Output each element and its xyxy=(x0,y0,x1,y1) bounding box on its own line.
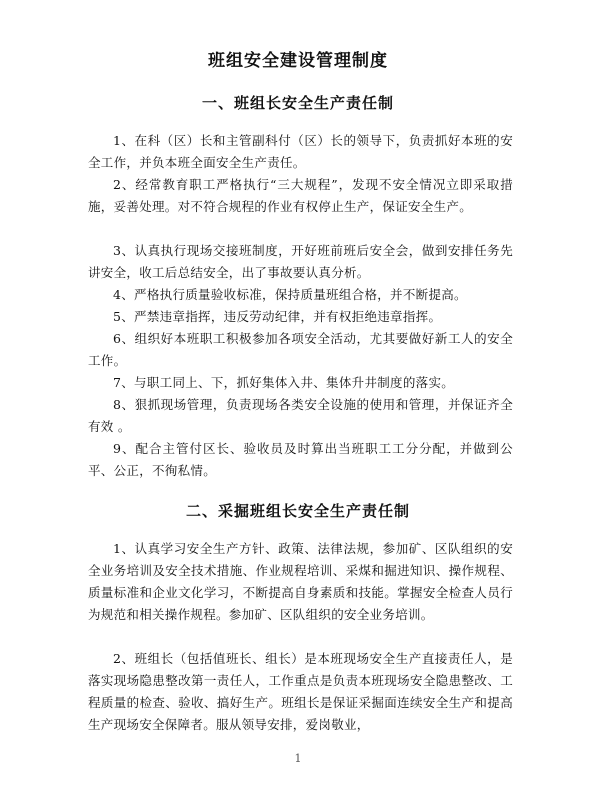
paragraph: 2、班组长（包括值班长、组长）是本班现场安全生产直接责任人，是落实现场隐患整改第一责任人，工作重点是负责本班现场安全隐患整改、工程质量的检查、验收、搞好生产。班组长是保证采掘面连续安全生产和提高生产现场安全保障者。服从领导安排，爱岗敬业， xyxy=(88,651,513,732)
paragraph: 9、配合主管付区长、验收员及时算出当班职工工分分配，并做到公平、公正，不徇私情。 xyxy=(88,441,513,478)
paragraph: 2、经常教育职工严格执行“三大规程”，发现不安全情况立即采取措施，妥善处理。对不符合规程的作业有权停止生产，保证安全生产。 xyxy=(88,177,513,214)
paragraph: 4、严格执行质量验收标准，保持质量班组合格，并不断提高。 xyxy=(113,287,467,302)
paragraph: 1、在科（区）长和主管副科付（区）长的领导下，负责抓好本班的安全工作，并负本班全面安全生产责任。 xyxy=(88,133,513,170)
page-number: 1 xyxy=(294,752,302,765)
paragraph: 8、狠抓现场管理，负责现场各类安全设施的使用和管理，并保证齐全有效 。 xyxy=(88,397,513,434)
paragraph: 5、严禁违章指挥，违反劳动纪律，并有权拒绝违章指挥。 xyxy=(113,309,442,324)
section-heading-1: 一、班组长安全生产责任制 xyxy=(201,94,394,112)
paragraph: 7、与职工同上、下，抓好集体入井、集体升井制度的落实。 xyxy=(113,375,455,390)
paragraph: 6、组织好本班职工积极参加各项安全活动，尤其要做好新工人的安全工作。 xyxy=(88,331,513,368)
document-title: 班组安全建设管理制度 xyxy=(208,51,388,71)
paragraph: 3、认真执行现场交接班制度，开好班前班后安全会，做到安排任务先讲安全，收工后总结安全，出了事故要认真分析。 xyxy=(88,243,513,280)
paragraph: 1、认真学习安全生产方针、政策、法律法规，参加矿、区队组织的安全业务培训及安全技术措施、作业规程培训、采煤和掘进知识、操作规程、质量标准和企业文化学习，不断提高自身素质和技能。掌握安全检查人员行为规范和相关操作规程。参加矿、区队组织的安全业务培训。 xyxy=(88,541,513,622)
section-heading-2: 二、采掘班组长安全生产责任制 xyxy=(185,502,410,520)
